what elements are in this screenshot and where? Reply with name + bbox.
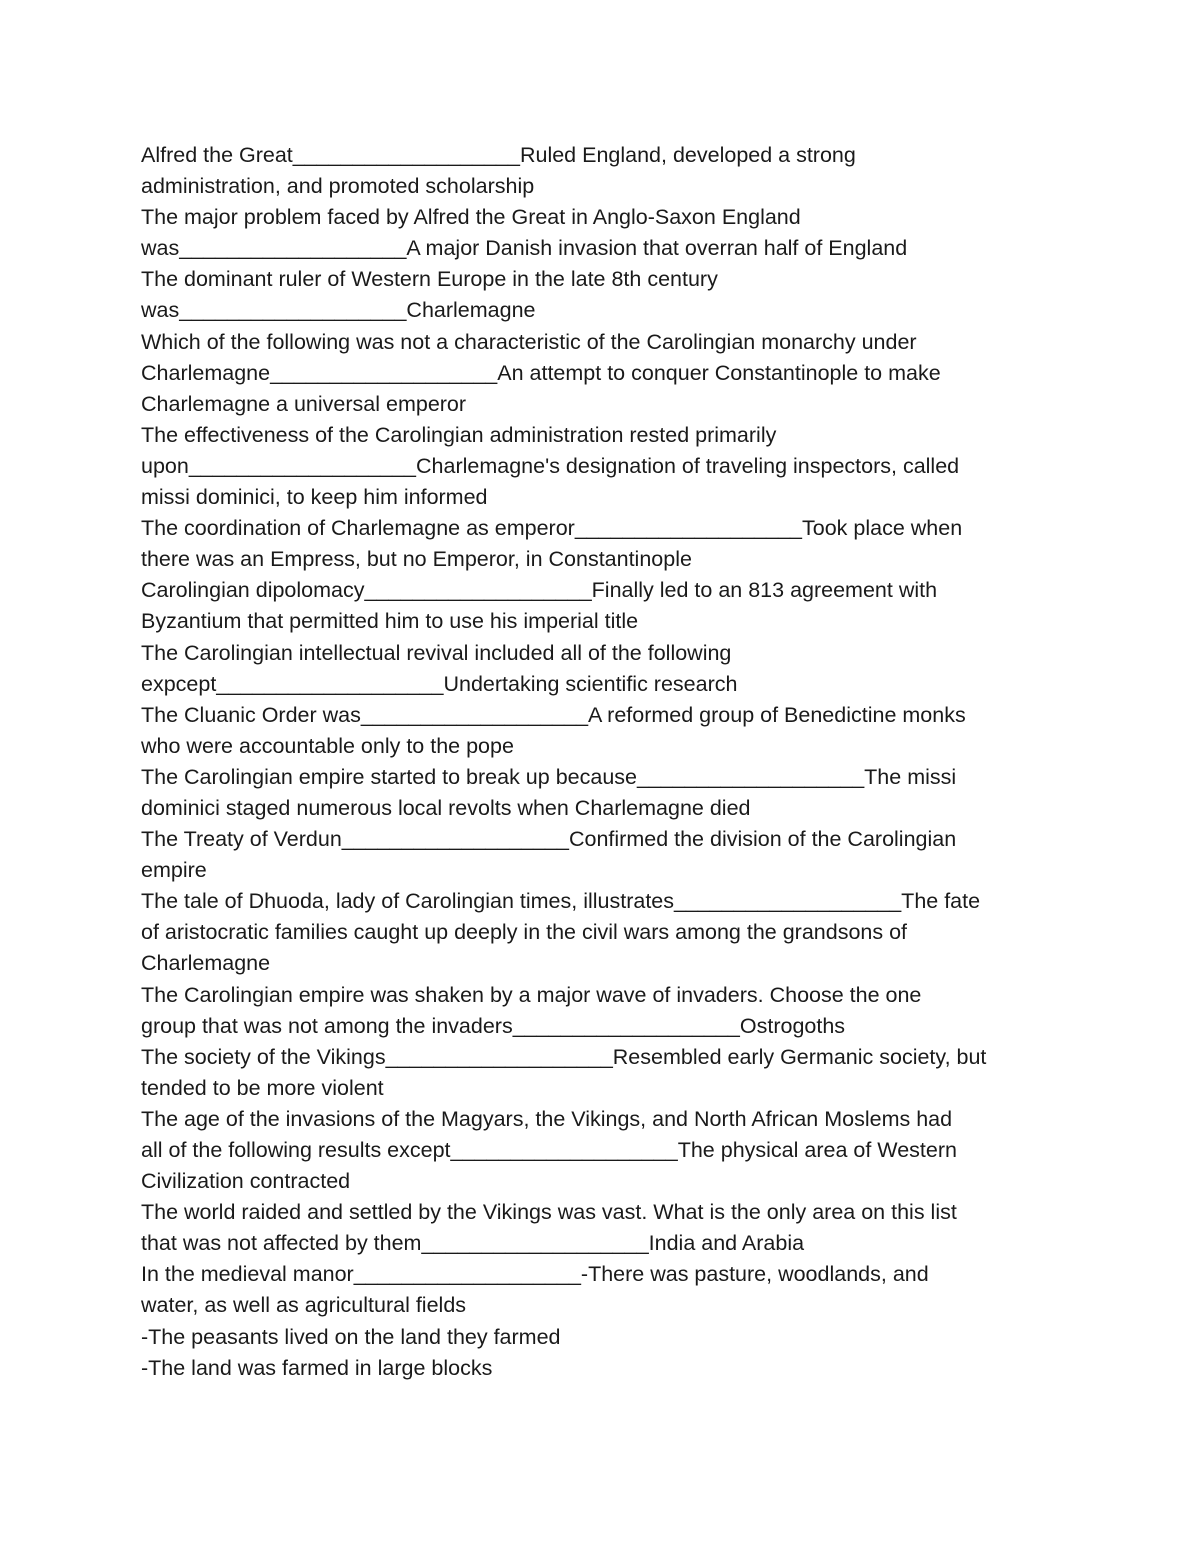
text-line: Carolingian dipolomacy___________________Finally led to an 813 agreement with: [141, 578, 938, 603]
text-line: Charlemagne___________________An attempt to conquer Constantinople to make: [141, 360, 941, 385]
text-line: -The peasants lived on the land they farmed: [141, 1324, 561, 1349]
text-line: tended to be more violent: [141, 1075, 384, 1100]
text-line: The tale of Dhuoda, lady of Carolingian times, illustrates___________________The fate: [141, 889, 981, 914]
text-line: The society of the Vikings___________________Resembled early Germanic society, but: [141, 1044, 987, 1069]
text-line: dominici staged numerous local revolts when Charlemagne died: [141, 795, 751, 820]
text-line: The Carolingian empire started to break up because___________________The missi: [141, 764, 957, 789]
text-line: was___________________Charlemagne: [141, 298, 536, 323]
text-line: Which of the following was not a characteristic of the Carolingian monarchy under: [141, 329, 917, 354]
text-line: In the medieval manor___________________-There was pasture, woodlands, and: [141, 1262, 929, 1287]
document-body: [141, 140, 1061, 1384]
text-line: that was not affected by them___________________India and Arabia: [141, 1231, 805, 1256]
text-line: The age of the invasions of the Magyars, the Vikings, and North African Moslems had: [141, 1106, 953, 1131]
text-line: was___________________A major Danish invasion that overran half of England: [141, 236, 908, 261]
text-line: water, as well as agricultural fields: [141, 1293, 467, 1318]
text-line: Alfred the Great___________________Ruled England, developed a strong: [141, 143, 856, 167]
text-line: who were accountable only to the pope: [141, 733, 514, 758]
text-line: The Carolingian empire was shaken by a major wave of invaders. Choose the one: [141, 982, 922, 1007]
text-line: The dominant ruler of Western Europe in the late 8th century: [141, 267, 718, 292]
text-line: The Cluanic Order was___________________A reformed group of Benedictine monks: [141, 702, 966, 727]
text-line: Charlemagne a universal emperor: [141, 391, 467, 416]
text-line: The Treaty of Verdun___________________Confirmed the division of the Carolingian: [141, 827, 957, 852]
text-line: empire: [141, 858, 207, 883]
text-line: Charlemagne: [141, 951, 271, 976]
text-line: there was an Empress, but no Emperor, in Constantinople: [141, 547, 692, 572]
text-line: -The land was farmed in large blocks: [141, 1355, 493, 1380]
text-line: all of the following results except___________________The physical area of Western: [141, 1138, 957, 1162]
text-line: missi dominici, to keep him informed: [141, 485, 488, 510]
text-line: The Carolingian intellectual revival included all of the following: [141, 640, 732, 665]
text-line: The coordination of Charlemagne as emperor___________________Took place when: [141, 516, 963, 541]
text-line: expcept___________________Undertaking scientific research: [141, 671, 738, 696]
text-line: administration, and promoted scholarship: [141, 174, 535, 199]
text-line: of aristocratic families caught up deeply in the civil wars among the grandsons of: [141, 920, 908, 945]
text-line: The world raided and settled by the Vikings was vast. What is the only area on this list: [141, 1200, 957, 1225]
text-line: upon___________________Charlemagne's designation of traveling inspectors, called: [141, 453, 960, 478]
text-line: Byzantium that permitted him to use his imperial title: [141, 609, 639, 634]
text-line: group that was not among the invaders___________________Ostrogoths: [141, 1013, 846, 1038]
text-line: Civilization contracted: [141, 1169, 351, 1194]
text-line: The major problem faced by Alfred the Great in Anglo-Saxon England: [141, 205, 801, 230]
text-line: The effectiveness of the Carolingian administration rested primarily: [141, 422, 777, 447]
